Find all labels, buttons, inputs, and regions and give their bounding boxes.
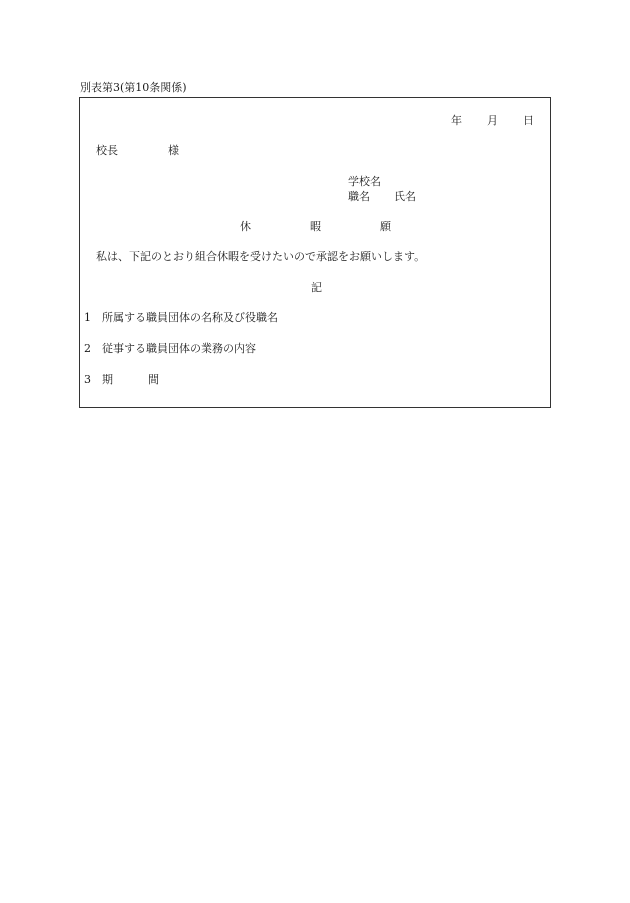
body-text: 私は、下記のとおり組合休暇を受けたいので承認をお願いします。 (96, 250, 426, 263)
addressee-suffix: 様 (168, 144, 179, 157)
school-name-label: 学校名 (348, 175, 381, 188)
item-number: 2 (84, 342, 91, 355)
date-month-label: 月 (487, 114, 498, 127)
item-label-second: 間 (148, 373, 159, 386)
item-number: 1 (84, 311, 91, 324)
item-label: 従事する職員団体の業務の内容 (102, 342, 256, 355)
ki-heading: 記 (311, 281, 322, 294)
item-label: 所属する職員団体の名称及び役職名 (102, 311, 278, 324)
date-day-label: 日 (523, 114, 534, 127)
form-title-char-1: 休 (240, 220, 251, 233)
date-year-label: 年 (451, 114, 462, 127)
form-title-char-2: 暇 (310, 220, 321, 233)
form-title-char-3: 願 (380, 220, 391, 233)
item-label: 期 (102, 373, 113, 386)
name-label: 氏名 (394, 190, 416, 203)
position-name-line (348, 190, 416, 203)
position-label: 職名 (348, 190, 370, 203)
sheet-caption: 別表第3(第10条関係) (80, 81, 187, 94)
date-line (428, 115, 534, 126)
addressee-title: 校長 (96, 144, 118, 157)
addressee (96, 144, 179, 157)
item-number: 3 (84, 373, 91, 386)
